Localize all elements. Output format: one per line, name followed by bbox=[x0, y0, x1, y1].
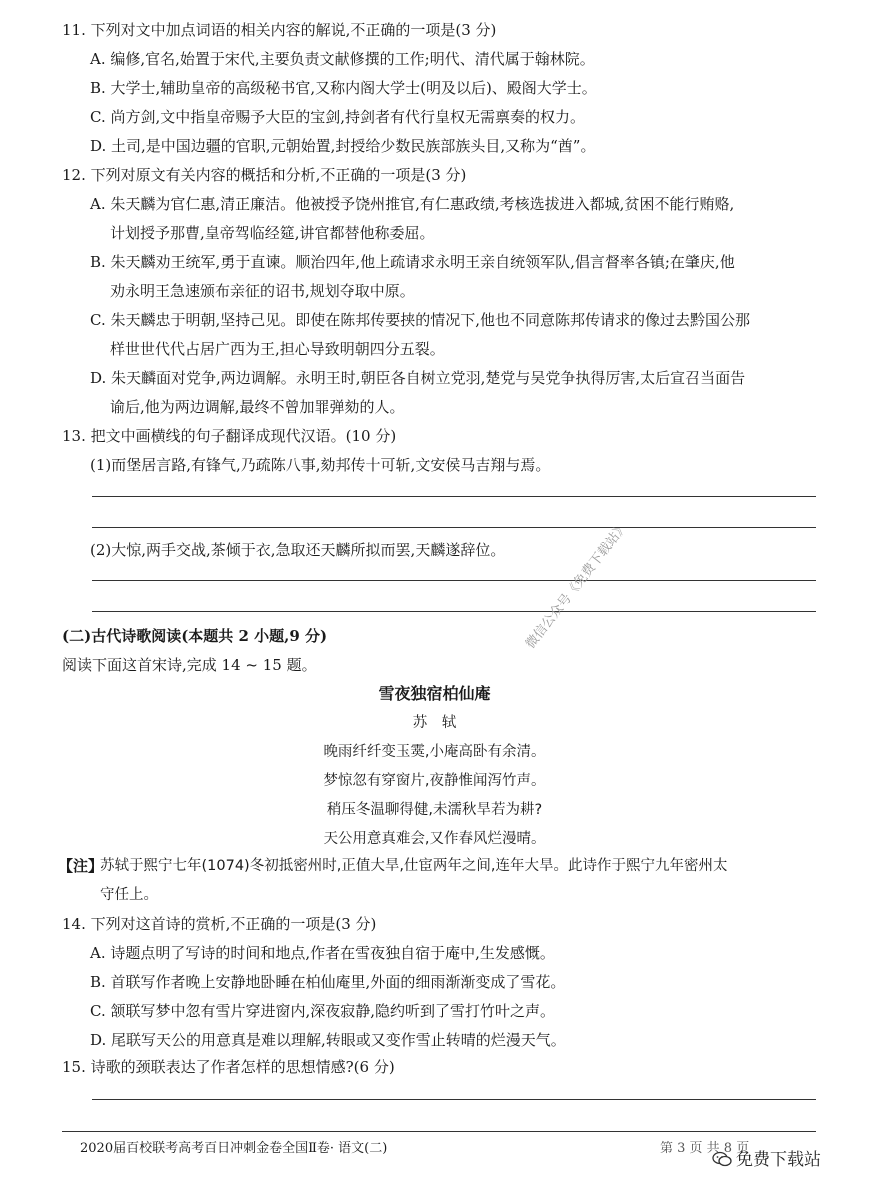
page-number: 第 3 页 共 8 页 bbox=[660, 1141, 750, 1156]
q11-option-d: D. 土司,是中国边疆的官职,元朝始置,封授给少数民族部族头目,又称为“酋”。 bbox=[90, 137, 596, 155]
q14-option-b: B. 首联写作者晚上安静地卧睡在柏仙庵里,外面的细雨渐渐变成了雪花。 bbox=[90, 973, 566, 991]
q11-option-a: A. 编修,官名,始置于宋代,主要负责文献修撰的工作;明代、清代属于翰林院。 bbox=[90, 50, 595, 68]
logo-text: 免费下载站 bbox=[736, 1150, 821, 1170]
q12-option-c-line1: C. 朱天麟忠于明朝,坚持己见。即使在陈邦传要挟的情况下,他也不同意陈邦传请求的像过去黔国公那 bbox=[90, 311, 751, 329]
note-text-line1: 苏轼于熙宁七年(1074)冬初抵密州时,正值大旱,仕宦两年之间,连年大旱。此诗作于熙宁九年密州太 bbox=[100, 858, 728, 874]
watermark-text: 微信公众号《免费下载站》 bbox=[523, 519, 632, 652]
poem-line: 天公用意真难会,又作春风烂漫晴。 bbox=[323, 831, 546, 847]
q12-option-a-line2: 计划授予那曹,皇帝驾临经筵,讲官都替他称委屈。 bbox=[110, 224, 435, 242]
answer-line[interactable] bbox=[92, 527, 816, 528]
q14-option-d: D. 尾联写天公的用意真是难以理解,转眼或又变作雪止转晴的烂漫天气。 bbox=[90, 1031, 566, 1049]
answer-line[interactable] bbox=[92, 496, 816, 497]
footer-divider bbox=[62, 1131, 816, 1132]
q13-sentence-2: (2)大惊,两手交战,茶倾于衣,急取还天麟所拟而罢,天麟遂辞位。 bbox=[90, 541, 506, 559]
q13-stem: 13. 把文中画横线的句子翻译成现代汉语。(10 分) bbox=[62, 427, 397, 445]
q12-option-b-line1: B. 朱天麟劝王统军,勇于直谏。顺治四年,他上疏请求永明王亲自统领军队,倡言督率各镇;在肇庆,他 bbox=[90, 253, 735, 271]
wechat-icon bbox=[712, 1151, 732, 1167]
poem-line: 晚雨纤纤变玉霙,小庵高卧有余清。 bbox=[323, 744, 546, 760]
poem-title: 雪夜独宿柏仙庵 bbox=[378, 684, 491, 703]
poem-line: 稍压冬温聊得健,未濡秋旱若为耕? bbox=[326, 802, 543, 818]
answer-line[interactable] bbox=[92, 580, 816, 581]
q12-option-c-line2: 样世世代代占居广西为王,担心导致明朝四分五裂。 bbox=[110, 340, 445, 358]
poem-author: 苏 轼 bbox=[412, 715, 457, 731]
q15-stem: 15. 诗歌的颈联表达了作者怎样的思想情感?(6 分) bbox=[62, 1058, 395, 1076]
q11-option-c: C. 尚方剑,文中指皇帝赐予大臣的宝剑,持剑者有代行皇权无需禀奏的权力。 bbox=[90, 108, 586, 126]
answer-line[interactable] bbox=[92, 1099, 816, 1100]
q14-option-c: C. 颔联写梦中忽有雪片穿进窗内,深夜寂静,隐约听到了雪打竹叶之声。 bbox=[90, 1002, 556, 1020]
note-label: 【注】 bbox=[58, 857, 104, 875]
q14-option-a: A. 诗题点明了写诗的时间和地点,作者在雪夜独自宿于庵中,生发感慨。 bbox=[90, 944, 555, 962]
q12-option-b-line2: 劝永明王急速颁布亲征的诏书,规划夺取中原。 bbox=[110, 282, 415, 300]
q11-stem: 11. 下列对文中加点词语的相关内容的解说,不正确的一项是(3 分) bbox=[62, 21, 497, 39]
logo bbox=[712, 1145, 821, 1170]
q12-option-a-line1: A. 朱天麟为官仁惠,清正廉洁。他被授予饶州推官,有仁惠政绩,考核选拔进入都城,贫困不能行贿赂, bbox=[90, 195, 735, 213]
q14-stem: 14. 下列对这首诗的赏析,不正确的一项是(3 分) bbox=[62, 915, 377, 933]
poem-line: 梦惊忽有穿窗片,夜静惟闻泻竹声。 bbox=[323, 773, 546, 789]
footer-title: 2020届百校联考高考百日冲刺金卷全国Ⅱ卷· 语文(二) bbox=[80, 1141, 388, 1156]
section-intro: 阅读下面这首宋诗,完成 14 ~ 15 题。 bbox=[62, 656, 317, 674]
q12-option-d-line2: 谕后,他为两边调解,最终不曾加罪弹劾的人。 bbox=[110, 398, 405, 416]
section-heading: (二)古代诗歌阅读(本题共 2 小题,9 分) bbox=[62, 627, 328, 645]
q12-stem: 12. 下列对原文有关内容的概括和分析,不正确的一项是(3 分) bbox=[62, 166, 467, 184]
answer-line[interactable] bbox=[92, 611, 816, 612]
note-text-line2: 守任上。 bbox=[100, 887, 158, 903]
q11-option-b: B. 大学士,辅助皇帝的高级秘书官,又称内阁大学士(明及以后)、殿阁大学士。 bbox=[90, 79, 597, 97]
q12-option-d-line1: D. 朱天麟面对党争,两边调解。永明王时,朝臣各自树立党羽,楚党与吴党争执得厉害,太后宣召当面告 bbox=[90, 369, 746, 387]
q13-sentence-1: (1)而堡居言路,有锋气,乃疏陈八事,劾邦传十可斩,文安侯马吉翔与焉。 bbox=[90, 456, 551, 474]
